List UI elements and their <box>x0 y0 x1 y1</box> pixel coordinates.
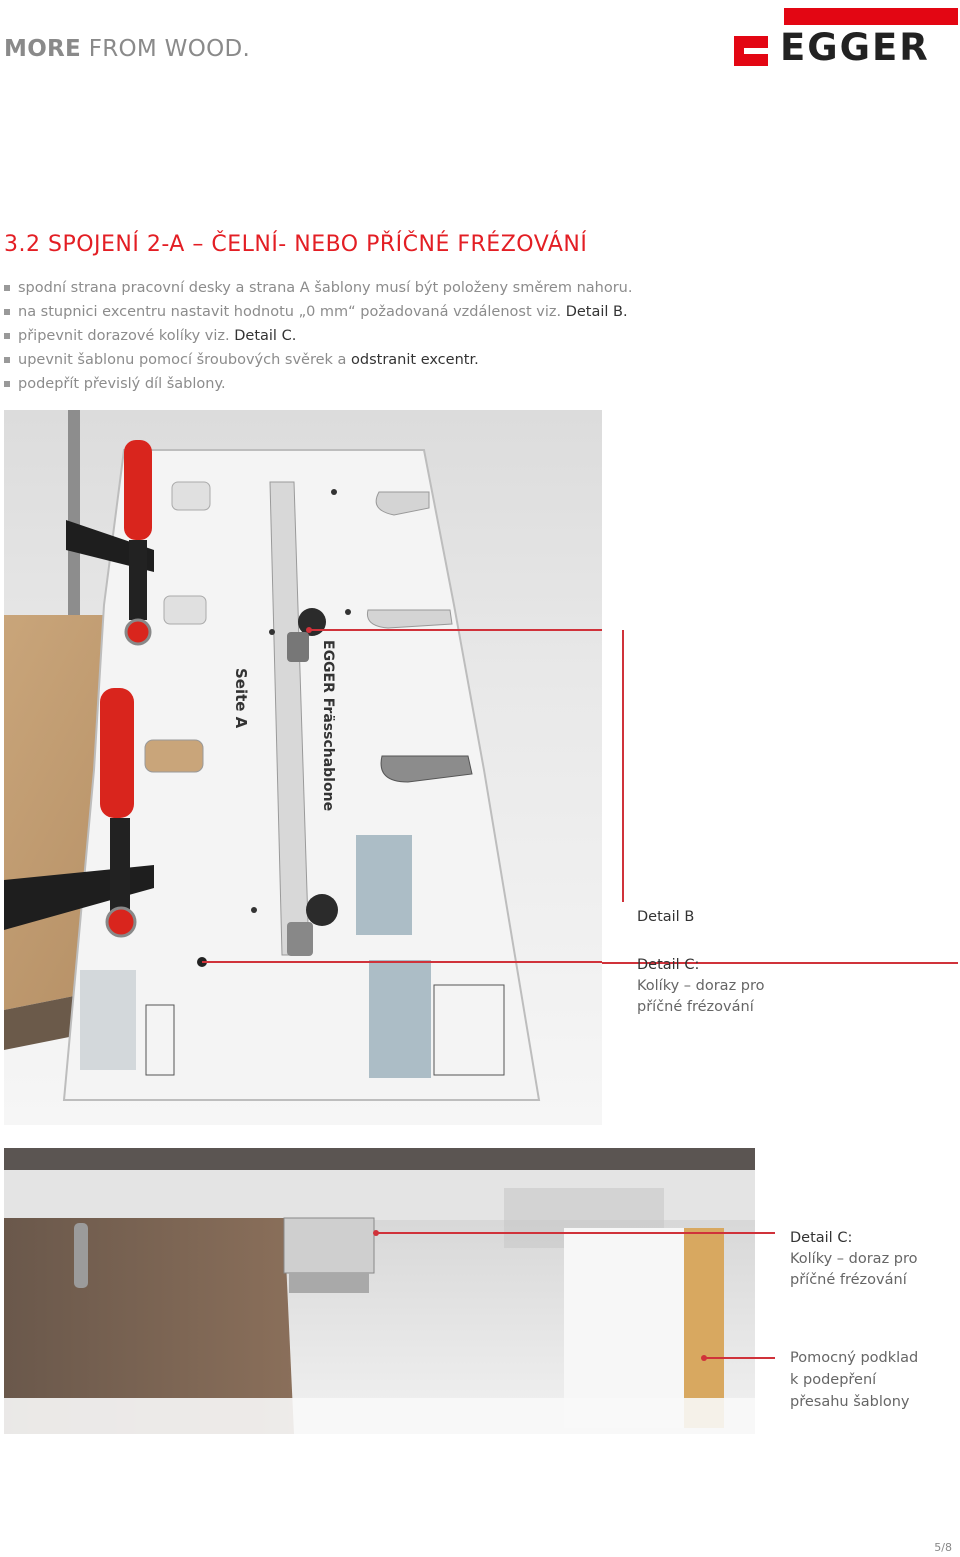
list-item: upevnit šablonu pomocí šroubových svěrek a odstranit excentr. <box>4 348 632 372</box>
callout-connector-pin <box>755 1232 775 1234</box>
callout-detail-b <box>637 907 694 928</box>
instruction-list <box>4 276 632 396</box>
list-item: spodní strana pracovní desky a strana A šablony musí být položeny směrem nahoru. <box>4 276 632 300</box>
list-item: připevnit dorazové kolíky viz. Detail C. <box>4 324 632 348</box>
template-label: EGGER Frässchablone <box>320 640 336 812</box>
callout-support-line3: přesahu šablony <box>790 1394 910 1410</box>
callout-detail-c-line2: příčné frézování <box>637 999 754 1015</box>
callout-pin-head: Detail C: <box>790 1230 853 1246</box>
logo-e-mark <box>734 36 768 66</box>
callout-connector-b <box>622 630 624 902</box>
callout-support-line2: k podepření <box>790 1372 877 1388</box>
callout-pin-line1: Kolíky – doraz pro <box>790 1251 918 1267</box>
tagline-bold: MORE <box>4 36 82 62</box>
callout-support <box>790 1347 918 1413</box>
logo-wordmark: EGGER <box>780 26 930 69</box>
template-photo <box>4 410 602 1125</box>
tagline-rest: FROM WOOD. <box>88 36 251 62</box>
tagline <box>4 36 250 62</box>
section-title: 3.2 SPOJENÍ 2-A – ČELNÍ- NEBO PŘÍČNÉ FRÉZOVÁNÍ <box>4 232 588 257</box>
callout-detail-c-head: Detail C: <box>637 957 700 973</box>
egger-logo <box>734 8 958 69</box>
page-number: 5/8 <box>934 1541 952 1554</box>
callout-pin <box>790 1228 918 1291</box>
callout-connector-support <box>755 1357 775 1359</box>
detail-photo <box>4 1148 755 1434</box>
list-item: na stupnici excentru nastavit hodnotu „0 mm“ požadovaná vzdálenost viz. Detail B. <box>4 300 632 324</box>
callout-detail-c <box>637 955 765 1018</box>
template-side-label: Seite A <box>232 668 250 729</box>
logo-bar <box>784 8 958 25</box>
callout-detail-b-text: Detail B <box>637 909 695 925</box>
callout-detail-c-line1: Kolíky – doraz pro <box>637 978 765 994</box>
list-item: podepřít převislý díl šablony. <box>4 372 632 396</box>
callout-pin-line2: příčné frézování <box>790 1272 907 1288</box>
callout-support-line1: Pomocný podklad <box>790 1350 919 1366</box>
